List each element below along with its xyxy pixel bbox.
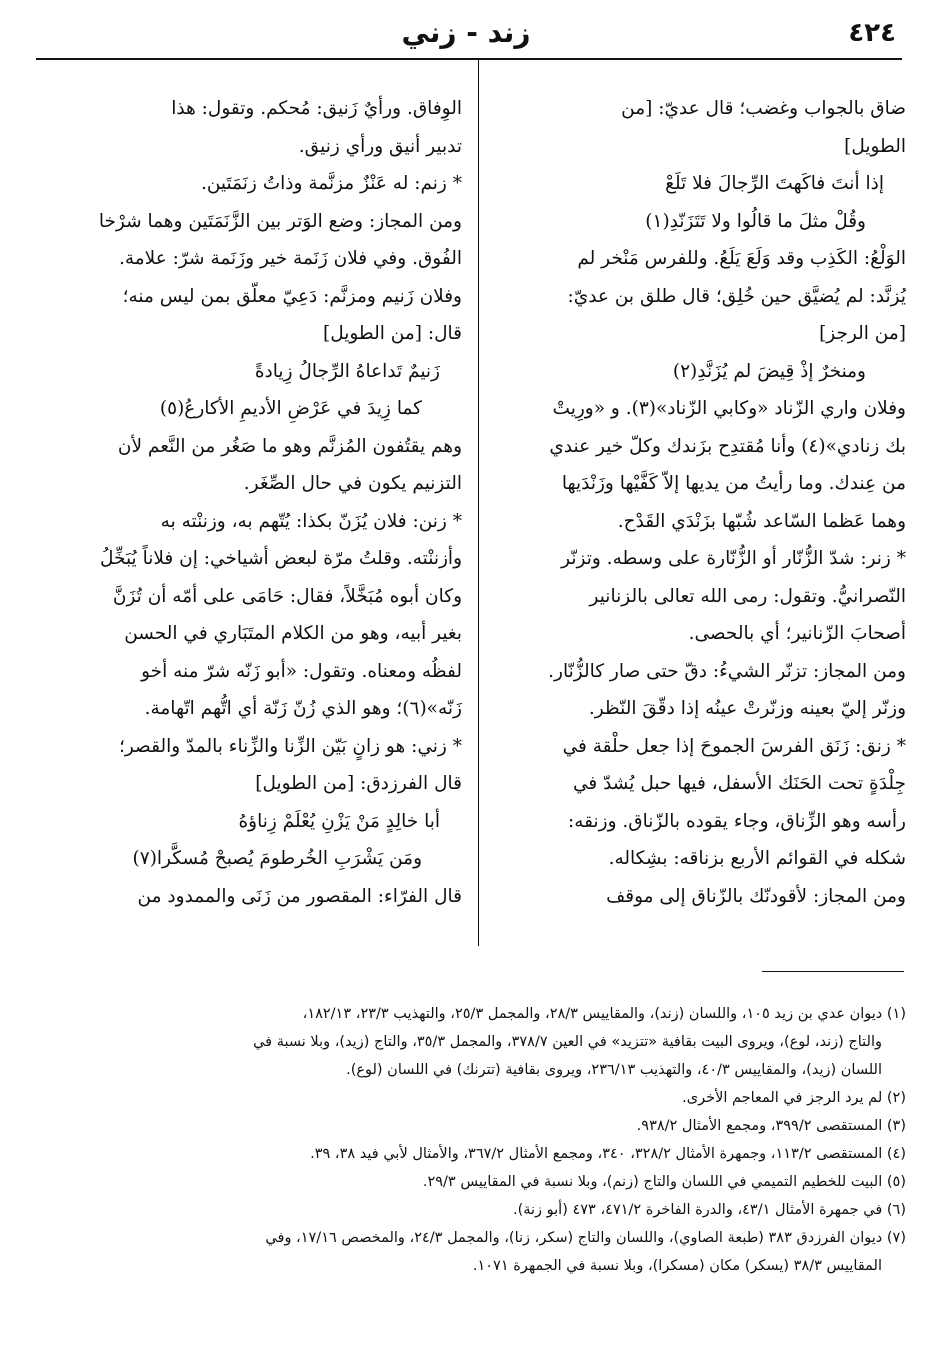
text-line: الفُوق. وفي فلان زَنَمة خير وزَنَمة شرّ: علامة. — [118, 248, 462, 269]
footnote-rule — [762, 971, 904, 972]
text-line: جِلْدَةٍ تحت الحَنَك الأسفل، فيها حبل يُشدّ في — [572, 773, 906, 794]
text-line: النّصرانيُّ. وتقول: رمى الله تعالى بالزنانير — [589, 585, 906, 607]
verse-line: إذا أنتَ فاكَهتَ الرِّجالَ فلا تَلَعْ — [665, 173, 884, 194]
text-line: ومن المجاز: تزنّر الشيءُ: دقّ حتى صار كالزُّنّار. — [548, 660, 906, 682]
footnote: (٣) المستقصى ٣٩٩/٢، ومجمع الأمثال ٩٣٨/٢. — [636, 1118, 906, 1134]
text-line: رأسه وهو الزِّناق، وجاء يقوده بالزّناق. وزنقه: — [568, 810, 906, 832]
entry-line: * زنق: زَنَق الفرسَ الجموحَ إذا جعل حلْقة في — [562, 735, 906, 757]
page-title: زند - زني — [401, 16, 531, 49]
text-line: ضاق بالجواب وغضب؛ قال عديّ: [من — [621, 98, 906, 119]
text-line: قال: [من الطويل] — [322, 323, 462, 344]
text-line: بك زنادي»(٤) وأنا مُقتدِح بزَندك وكلّ خير عندي — [549, 435, 906, 457]
text-line: لفظُه ومعناه. وتقول: «أبو زَنّه شرّ منه أخو — [141, 660, 462, 682]
entry-line: * زنن: فلان يُزَنّ بكذا: يُتّهم به، وزننْته به — [160, 510, 462, 532]
text-line: الوَلْعُ: الكَذِب وقد وَلَعَ يَلَعُ. وللفرس مَنْخر لم — [577, 248, 906, 269]
right-column — [506, 90, 906, 915]
text-line: وهما عَظما السّاعد شُبّها بزَنْدَي القَدْح. — [617, 510, 906, 532]
text-line: يُزنَّد: لم يُضيَّق حين خُلِق؛ قال طلق بن عديّ: — [567, 285, 906, 307]
verse-line: زَنيمٌ تَداعاهُ الرِّجالُ زِيادةً — [254, 360, 440, 382]
footnote: (٢) لم يرد الرجز في المعاجم الأخرى. — [682, 1090, 906, 1106]
text-line: وأزننْته. وقلتُ مرّة لبعض أشياخي: إن فلاناً يُبَخِّلُ — [100, 548, 462, 569]
text-line: الوِفاق. ورأيٌ زَنيق: مُحكم. وتقول: هذا — [171, 98, 462, 119]
footnote: والتاج (زند، لوع)، ويروى البيت بقافية «تتزيد» في العين ٣٧٨/٧، والمجمل ٣٥/٣، والتاج (زيد)، وبلا نسبة في — [253, 1034, 882, 1050]
footnote: اللسان (زيد)، والمقاييس ٤٠/٣، والتهذيب ٢٣٦/١٣، ويروى بقافية (تترنك) في اللسان (لوع). — [346, 1062, 882, 1078]
text-line: التزنيم يكون في حال الصِّغَر. — [243, 473, 462, 494]
text-line: تدبير أنيق ورأي زنيق. — [298, 135, 462, 157]
text-line: وفلان واري الزّناد «وكابي الزّناد»(٣). و «ورِيتْ — [552, 398, 906, 419]
entry-line: * زنر: شدّ الزُّنّار أو الزُّنّارة على وسطه. وتزنّر — [561, 548, 906, 569]
verse-line: أبا خالِدٍ مَنْ يَزْنِ يُعْلَمْ زِناؤهُ — [238, 810, 440, 832]
text-line: ومن المجاز: وضع الوَتر بين الزَّنَمَتَين وهما شرْخا — [98, 210, 462, 232]
footnote: (١) ديوان عدي بن زيد ١٠٥، واللسان (زند)، والمقاييس ٢٨/٣، والمجمل ٢٥/٣، والتهذيب ٢٣/٣، ١٨٢/١٣، — [302, 1006, 906, 1022]
text-line: أصحابَ الزّنانير؛ أي بالحصى. — [688, 623, 906, 644]
footnotes — [46, 1000, 906, 1280]
text-line: زَنّه»(٦)؛ وهو الذي زُنّ زَنّة أي اتُّهم اتّهامة. — [144, 698, 462, 719]
entry-line: * زني: هو زانٍ بَيّن الزِّنا والزِّناء بالمدّ والقصر؛ — [118, 735, 462, 757]
footnote: المقاييس ٣٨/٣ (يسكر) مكان (مسكرا)، وبلا نسبة في الجمهرة ١٠٧١. — [472, 1258, 882, 1274]
text-line: بغير أبيه، وهو من الكلام المتَبَاري في الحسن — [124, 623, 462, 644]
text-line: قال الفرّاء: المقصور من زَنَى والممدود من — [137, 885, 462, 907]
text-line: وهم يقتُفون المُزنَّم وهو ما صَغُر من النَّعم لأن — [117, 435, 462, 457]
left-column — [66, 90, 462, 915]
column-divider — [478, 58, 479, 946]
entry-line: * زنم: له عَنْزٌ مزنَّمة وذاتُ زنَمَتَين. — [200, 173, 462, 194]
text-line: وكان أبوه مُبَخَّلاً، فقال: حَامَى على أمّه أن تُزَنَّ — [112, 585, 462, 607]
page-number: ٤٢٤ — [848, 18, 896, 48]
text-line: الطويل] — [844, 135, 906, 157]
verse-line: وقُلْ مثلَ ما قالُوا ولا تَتَزَنّدِ(١) — [645, 210, 866, 232]
text-line: شكله في القوائم الأربع بزناقه: بشِكاله. — [608, 848, 906, 869]
text-line: من عِندك. وما رأيتُ من يديها إلاّ كَفَّيْها وزَنْدَيها — [561, 473, 906, 494]
footnote: (٤) المستقصى ١١٣/٢، وجمهرة الأمثال ٣٢٨/٢، ٣٤٠، ومجمع الأمثال ٣٦٧/٢، والأمثال لأبي فيد ٣٨، ٣٩. — [310, 1146, 906, 1162]
verse-line: ومنخرٌ إذْ قِيضَ لم يُزَنَّدِ(٢) — [672, 360, 866, 382]
text-line: وزنّر إليّ بعينه وزنّرتْ عينُه إذا دقّقَ النّظر. — [588, 698, 906, 719]
text-line: [من الرجز] — [819, 323, 906, 344]
text-line: ومن المجاز: لأقودنّك بالزّناق إلى موقف — [606, 885, 906, 907]
page-header — [36, 14, 896, 58]
footnote: (٧) ديوان الفرزدق ٣٨٣ (طبعة الصاوي)، واللسان والتاج (سكر، زنا)، والمجمل ٢٤/٣، والمخصص ١٧/١٦، وفي — [265, 1230, 906, 1246]
header-rule — [36, 58, 902, 60]
footnote: (٦) في جمهرة الأمثال ٤٣/١، والدرة الفاخرة ٤٧١/٢، ٤٧٣ (أبو زنة). — [512, 1202, 906, 1218]
text-line: قال الفرزدق: [من الطويل] — [255, 773, 462, 794]
verse-line: ومَن يَشْرَبِ الخُرطومَ يُصبحْ مُسكَّرا(٧) — [132, 848, 422, 869]
footnote: (٥) البيت للخطيم التميمي في اللسان والتاج (زنم)، وبلا نسبة في المقاييس ٢٩/٣. — [422, 1174, 906, 1190]
verse-line: كما زِيدَ في عَرْضِ الأديمِ الأكارعُ(٥) — [159, 398, 422, 419]
text-line: وفلان زَنيم ومزنَّم: دَعِيّ معلّق بمن ليس منه؛ — [122, 285, 462, 307]
